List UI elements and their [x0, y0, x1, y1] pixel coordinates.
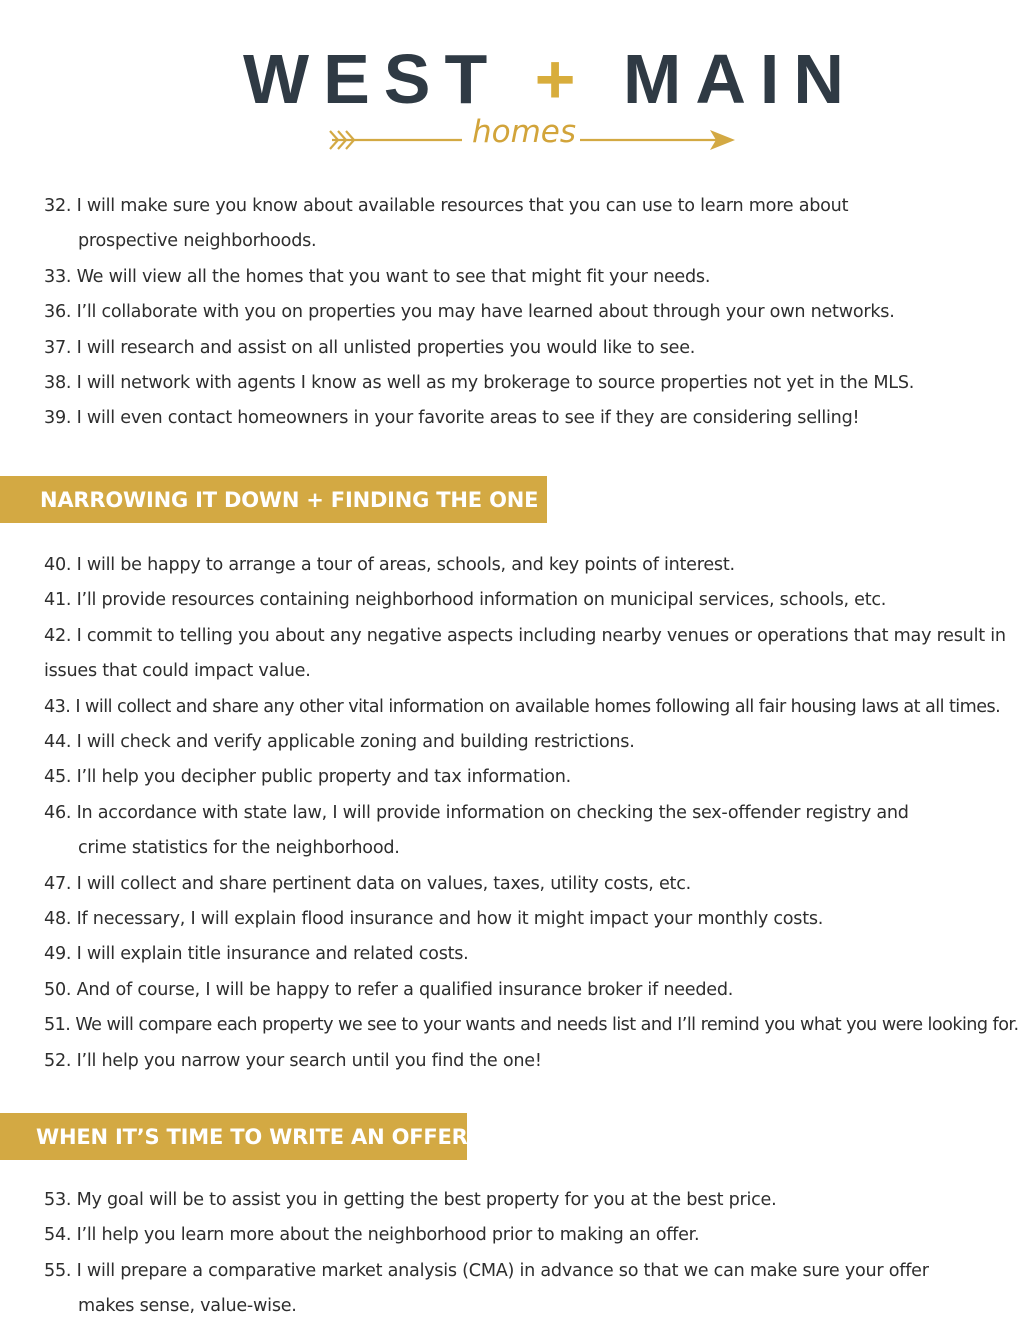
list-item: 45. I’ll help you decipher public property and tax information. — [44, 767, 571, 788]
list-item: 49. I will explain title insurance and related costs. — [44, 944, 469, 965]
section-heading-text: WHEN IT’S TIME TO WRITE AN OFFER — [36, 1125, 468, 1149]
brand-name-right: MAIN — [623, 40, 858, 118]
list-item: 42. I commit to telling you about any negative aspects including nearby venues or operations that may result in — [44, 625, 1006, 646]
list-section-narrowing — [44, 548, 1019, 1079]
section-heading-offer — [0, 1113, 467, 1160]
section-heading-text: NARROWING IT DOWN + FINDING THE ONE — [40, 488, 539, 512]
brand-subtitle: homes — [471, 114, 577, 150]
brand-logo — [0, 40, 1020, 164]
list-item: 46. In accordance with state law, I will provide information on checking the sex-offender registry and — [44, 802, 909, 823]
list-item: 32. I will make sure you know about available resources that you can use to learn more about — [44, 196, 849, 216]
list-item: 41. I’ll provide resources containing neighborhood information on municipal services, schools, etc. — [44, 590, 887, 611]
list-item: 53. My goal will be to assist you in getting the best property for you at the best price. — [44, 1190, 777, 1210]
list-item: 52. I’ll help you narrow your search until you find the one! — [44, 1050, 542, 1071]
list-item: 33. We will view all the homes that you want to see that might fit your needs. — [44, 266, 711, 287]
list-item: 38. I will network with agents I know as well as my brokerage to source properties not yet in the MLS. — [44, 373, 915, 394]
brand-name — [243, 40, 858, 118]
brand-plus: + — [534, 40, 590, 118]
list-item: 47. I will collect and share pertinent data on values, taxes, utility costs, etc. — [44, 873, 691, 894]
list-item-continuation: prospective neighborhoods. — [78, 231, 317, 252]
list-item: 48. If necessary, I will explain flood insurance and how it might impact your monthly costs. — [44, 909, 824, 930]
list-item-continuation: issues that could impact value. — [44, 661, 311, 682]
list-item-continuation: makes sense, value-wise. — [78, 1296, 297, 1317]
section-heading-narrowing — [0, 476, 547, 523]
list-section-resources — [44, 189, 1010, 437]
list-item: 39. I will even contact homeowners in your favorite areas to see if they are considering selling! — [44, 408, 860, 429]
brand-name-left: WEST — [243, 40, 502, 118]
list-item: 40. I will be happy to arrange a tour of areas, schools, and key points of interest. — [44, 555, 735, 575]
list-section-offer — [44, 1183, 1010, 1325]
list-item: 54. I’ll help you learn more about the neighborhood prior to making an offer. — [44, 1225, 700, 1246]
list-item: 55. I will prepare a comparative market analysis (CMA) in advance so that we can make sure your offer — [44, 1260, 929, 1281]
list-item-continuation: crime statistics for the neighborhood. — [78, 838, 400, 859]
list-item: 51. We will compare each property we see to your wants and needs list and I’ll remind you what you were looking for. — [44, 1015, 1019, 1036]
list-item: 37. I will research and assist on all unlisted properties you would like to see. — [44, 337, 696, 358]
list-item: 50. And of course, I will be happy to refer a qualified insurance broker if needed. — [44, 979, 734, 1000]
list-item: 36. I’ll collaborate with you on properties you may have learned about through your own networks. — [44, 302, 895, 323]
list-item: 43. I will collect and share any other vital information on available homes following all fair housing laws at all times. — [44, 696, 1001, 717]
list-item: 44. I will check and verify applicable zoning and building restrictions. — [44, 732, 635, 753]
